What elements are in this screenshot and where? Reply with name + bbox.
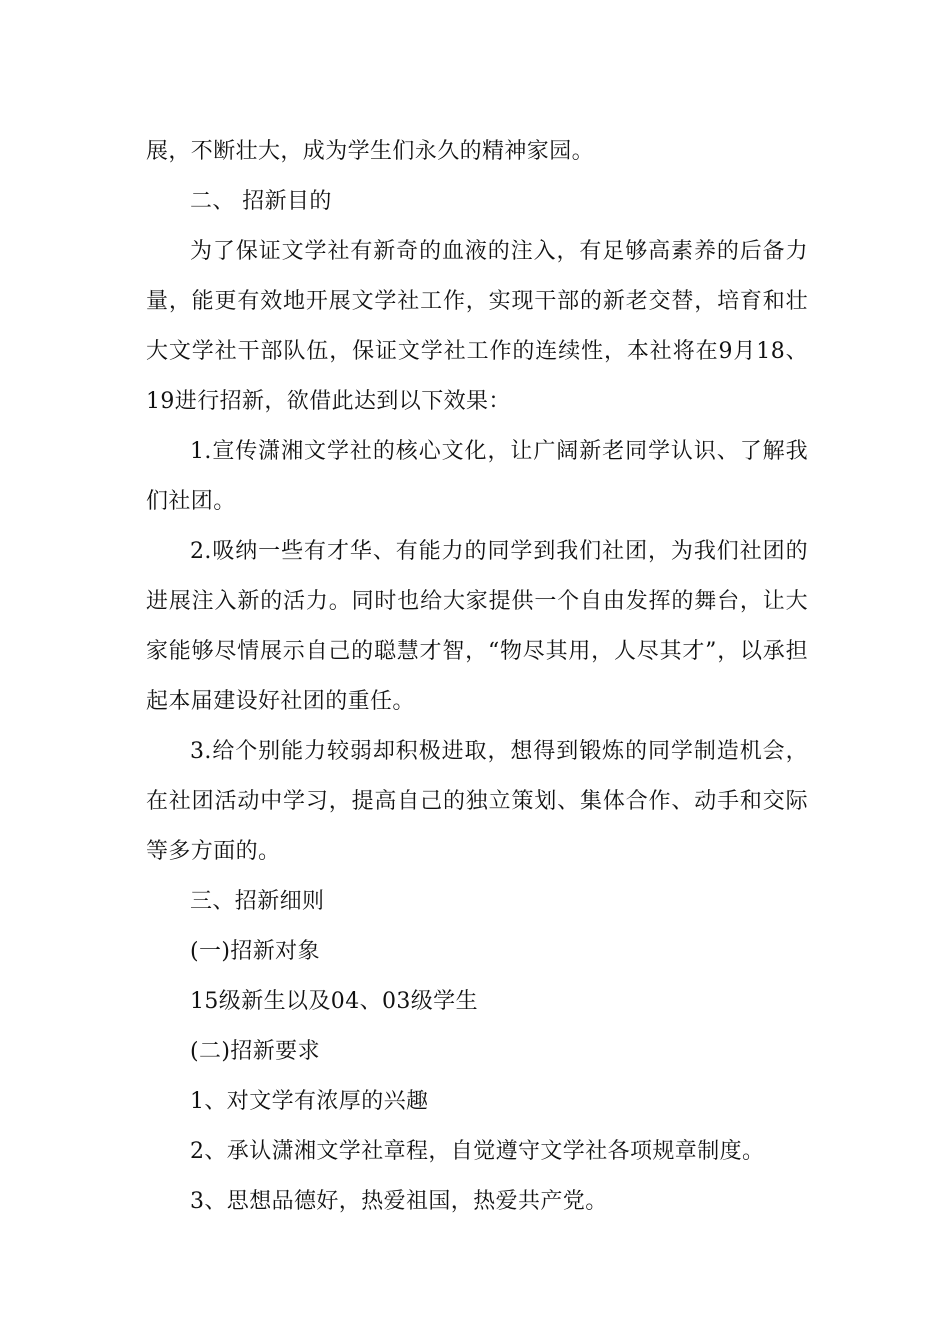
heading-recruitment-purpose: 二、 招新目的 <box>190 189 332 214</box>
list-item-purpose-2: 2.吸纳一些有才华、有能力的同学到我们社团，为我们社团的进展注入新的活力。同时也给大家提供一个自由发挥的舞台，让大家能够尽情展示自己的聪慧才智，“物尽其用，人尽其才”，以承担起本届建设好社团的重任。 <box>146 539 808 714</box>
paragraph-continuation: 展，不断壮大，成为学生们永久的精神家园。 <box>146 139 595 164</box>
subheading-recruitment-target: (一)招新对象 <box>190 939 320 964</box>
list-item-purpose-1: 1.宣传潇湘文学社的核心文化，让广阔新老同学认识、了解我们社团。 <box>146 439 808 514</box>
paragraph-purpose-intro: 为了保证文学社有新奇的血液的注入，有足够高素养的后备力量，能更有效地开展文学社工作，实现干部的新老交替，培育和壮大文学社干部队伍，保证文学社工作的连续性，本社将在9月18、19进行招新，欲借此达到以下效果： <box>146 239 808 414</box>
subheading-recruitment-requirements: (二)招新要求 <box>190 1039 320 1064</box>
list-item-requirement-3: 3、思想品德好，热爱祖国，热爱共产党。 <box>190 1189 608 1214</box>
list-item-requirement-1: 1、对文学有浓厚的兴趣 <box>190 1089 429 1114</box>
document-body <box>146 127 808 1227</box>
heading-recruitment-rules: 三、招新细则 <box>190 889 325 914</box>
list-item-requirement-2: 2、承认潇湘文学社章程，自觉遵守文学社各项规章制度。 <box>190 1139 765 1164</box>
list-item-purpose-3: 3.给个别能力较弱却积极进取，想得到锻炼的同学制造机会，在社团活动中学习，提高自己的独立策划、集体合作、动手和交际等多方面的。 <box>146 739 808 864</box>
paragraph-target-students: 15级新生以及04、03级学生 <box>190 989 478 1014</box>
